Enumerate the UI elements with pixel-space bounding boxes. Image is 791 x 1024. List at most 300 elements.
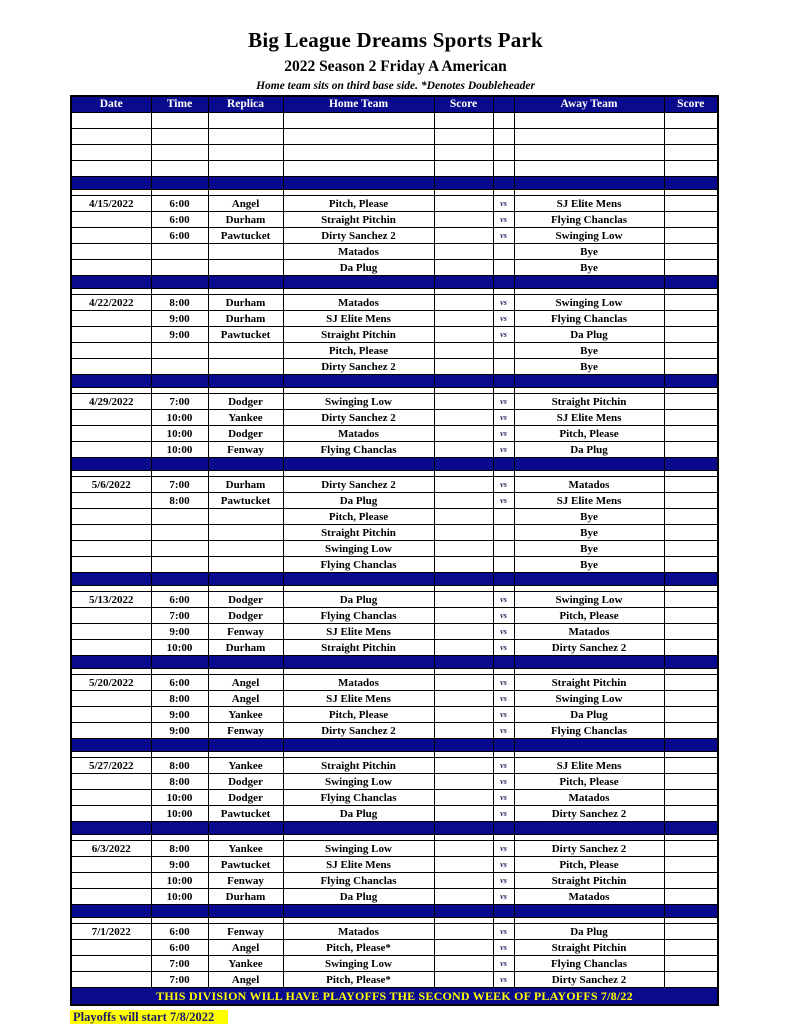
replica-cell: Yankee	[208, 410, 283, 426]
time-cell	[151, 113, 208, 129]
score-cell	[664, 889, 718, 905]
score-cell	[664, 924, 718, 940]
playoffs-banner: THIS DIVISION WILL HAVE PLAYOFFS THE SECOND WEEK OF PLAYOFFS 7/8/22	[71, 988, 718, 1006]
score-cell	[664, 375, 718, 388]
home-team-cell: Dirty Sanchez 2	[283, 359, 434, 375]
score-cell	[434, 477, 493, 493]
replica-cell: Durham	[208, 295, 283, 311]
home-team-cell: SJ Elite Mens	[283, 311, 434, 327]
vs-cell	[493, 129, 514, 145]
home-team-cell: Matados	[283, 244, 434, 260]
date-cell: 5/20/2022	[71, 675, 151, 691]
date-cell	[71, 723, 151, 739]
score-cell	[434, 113, 493, 129]
date-cell	[71, 573, 151, 586]
score-cell	[434, 129, 493, 145]
separator-row	[71, 177, 718, 190]
time-cell: 10:00	[151, 873, 208, 889]
score-cell	[664, 774, 718, 790]
vs-cell	[493, 244, 514, 260]
date-cell	[71, 509, 151, 525]
away-team-cell: Pitch, Please	[514, 857, 664, 873]
vs-cell: vs	[493, 311, 514, 327]
vs-cell: vs	[493, 477, 514, 493]
score-cell	[664, 541, 718, 557]
away-team-cell: Dirty Sanchez 2	[514, 841, 664, 857]
score-cell	[434, 375, 493, 388]
date-cell	[71, 129, 151, 145]
time-cell	[151, 129, 208, 145]
away-team-cell: Flying Chanclas	[514, 212, 664, 228]
separator-row	[71, 656, 718, 669]
replica-cell: Durham	[208, 889, 283, 905]
column-header-replica: Replica	[208, 96, 283, 113]
score-cell	[434, 145, 493, 161]
game-row	[71, 394, 718, 410]
away-team-cell: SJ Elite Mens	[514, 758, 664, 774]
time-cell	[151, 375, 208, 388]
vs-cell: vs	[493, 707, 514, 723]
away-team-cell: Dirty Sanchez 2	[514, 640, 664, 656]
date-cell	[71, 311, 151, 327]
home-team-cell	[283, 113, 434, 129]
bye-row	[71, 359, 718, 375]
time-cell: 9:00	[151, 707, 208, 723]
replica-cell	[208, 458, 283, 471]
score-cell	[664, 343, 718, 359]
score-cell	[664, 758, 718, 774]
vs-cell: vs	[493, 410, 514, 426]
replica-cell: Yankee	[208, 707, 283, 723]
time-cell	[151, 509, 208, 525]
home-team-cell: Matados	[283, 426, 434, 442]
score-cell	[434, 260, 493, 276]
replica-cell: Dodger	[208, 426, 283, 442]
vs-cell	[493, 113, 514, 129]
score-cell	[664, 940, 718, 956]
away-team-cell: Bye	[514, 541, 664, 557]
time-cell	[151, 656, 208, 669]
vs-cell: vs	[493, 691, 514, 707]
replica-cell: Pawtucket	[208, 327, 283, 343]
replica-cell	[208, 656, 283, 669]
score-cell	[434, 707, 493, 723]
time-cell: 9:00	[151, 311, 208, 327]
away-team-cell: Pitch, Please	[514, 426, 664, 442]
vs-cell: vs	[493, 426, 514, 442]
replica-cell	[208, 244, 283, 260]
home-team-cell: Pitch, Please*	[283, 972, 434, 988]
game-row	[71, 723, 718, 739]
home-team-cell	[283, 822, 434, 835]
time-cell: 8:00	[151, 774, 208, 790]
home-team-note: Home team sits on third base side. *Denotes Doubleheader	[256, 80, 535, 92]
separator-row	[71, 458, 718, 471]
replica-cell	[208, 739, 283, 752]
score-cell	[664, 493, 718, 509]
away-team-cell: Straight Pitchin	[514, 675, 664, 691]
vs-cell	[493, 573, 514, 586]
date-cell	[71, 228, 151, 244]
date-cell	[71, 343, 151, 359]
away-team-cell: SJ Elite Mens	[514, 493, 664, 509]
time-cell: 10:00	[151, 442, 208, 458]
vs-cell: vs	[493, 675, 514, 691]
home-team-cell: Da Plug	[283, 493, 434, 509]
date-cell	[71, 889, 151, 905]
replica-cell: Durham	[208, 311, 283, 327]
separator-row	[71, 375, 718, 388]
bye-row	[71, 343, 718, 359]
date-cell	[71, 145, 151, 161]
game-row	[71, 841, 718, 857]
vs-cell	[493, 905, 514, 918]
home-team-cell: Flying Chanclas	[283, 873, 434, 889]
date-cell: 6/3/2022	[71, 841, 151, 857]
time-cell: 7:00	[151, 608, 208, 624]
vs-cell: vs	[493, 196, 514, 212]
vs-cell: vs	[493, 841, 514, 857]
vs-cell	[493, 557, 514, 573]
time-cell: 7:00	[151, 956, 208, 972]
score-cell	[434, 889, 493, 905]
time-cell	[151, 458, 208, 471]
score-cell	[434, 410, 493, 426]
home-team-cell	[283, 145, 434, 161]
vs-cell: vs	[493, 394, 514, 410]
date-cell: 7/1/2022	[71, 924, 151, 940]
replica-cell	[208, 177, 283, 190]
score-cell	[664, 426, 718, 442]
score-cell	[664, 212, 718, 228]
home-team-cell	[283, 161, 434, 177]
time-cell: 9:00	[151, 723, 208, 739]
game-row	[71, 956, 718, 972]
replica-cell	[208, 129, 283, 145]
away-team-cell	[514, 145, 664, 161]
separator-row	[71, 905, 718, 918]
home-team-cell	[283, 276, 434, 289]
replica-cell: Dodger	[208, 394, 283, 410]
home-team-cell: Da Plug	[283, 260, 434, 276]
score-cell	[434, 276, 493, 289]
score-cell	[664, 873, 718, 889]
replica-cell: Fenway	[208, 624, 283, 640]
home-team-cell: Da Plug	[283, 889, 434, 905]
separator-row	[71, 276, 718, 289]
replica-cell	[208, 145, 283, 161]
time-cell: 9:00	[151, 624, 208, 640]
time-cell	[151, 905, 208, 918]
home-team-cell	[283, 375, 434, 388]
score-cell	[434, 924, 493, 940]
time-cell: 6:00	[151, 212, 208, 228]
vs-cell: vs	[493, 723, 514, 739]
date-cell: 4/15/2022	[71, 196, 151, 212]
date-cell: 5/6/2022	[71, 477, 151, 493]
replica-cell: Angel	[208, 675, 283, 691]
bye-row	[71, 525, 718, 541]
column-header-home-team: Home Team	[283, 96, 434, 113]
away-team-cell: Matados	[514, 624, 664, 640]
score-cell	[664, 161, 718, 177]
column-header-date: Date	[71, 96, 151, 113]
score-cell	[434, 177, 493, 190]
vs-cell	[493, 375, 514, 388]
score-cell	[664, 905, 718, 918]
game-row	[71, 806, 718, 822]
separator-row	[71, 739, 718, 752]
score-cell	[664, 857, 718, 873]
vs-cell	[493, 656, 514, 669]
score-cell	[664, 477, 718, 493]
date-cell	[71, 426, 151, 442]
time-cell: 6:00	[151, 924, 208, 940]
vs-cell: vs	[493, 774, 514, 790]
replica-cell: Pawtucket	[208, 806, 283, 822]
game-row	[71, 426, 718, 442]
score-cell	[434, 806, 493, 822]
time-cell: 10:00	[151, 790, 208, 806]
vs-cell	[493, 739, 514, 752]
date-cell	[71, 857, 151, 873]
away-team-cell: Bye	[514, 525, 664, 541]
date-cell	[71, 691, 151, 707]
time-cell: 8:00	[151, 295, 208, 311]
home-team-cell: Pitch, Please	[283, 509, 434, 525]
date-cell	[71, 790, 151, 806]
time-cell: 6:00	[151, 228, 208, 244]
game-row	[71, 924, 718, 940]
away-team-cell	[514, 905, 664, 918]
score-cell	[434, 758, 493, 774]
score-cell	[434, 675, 493, 691]
score-cell	[434, 691, 493, 707]
score-cell	[434, 359, 493, 375]
away-team-cell: SJ Elite Mens	[514, 410, 664, 426]
home-team-cell	[283, 177, 434, 190]
column-header-away-team: Away Team	[514, 96, 664, 113]
score-cell	[434, 541, 493, 557]
time-cell: 9:00	[151, 327, 208, 343]
date-cell	[71, 822, 151, 835]
home-team-cell: Straight Pitchin	[283, 327, 434, 343]
column-header-vs	[493, 96, 514, 113]
vs-cell: vs	[493, 924, 514, 940]
date-cell	[71, 375, 151, 388]
replica-cell: Fenway	[208, 873, 283, 889]
date-cell: 5/27/2022	[71, 758, 151, 774]
score-cell	[664, 442, 718, 458]
away-team-cell: Straight Pitchin	[514, 394, 664, 410]
game-row	[71, 493, 718, 509]
home-team-cell: Pitch, Please	[283, 343, 434, 359]
vs-cell	[493, 509, 514, 525]
away-team-cell: Bye	[514, 509, 664, 525]
vs-cell: vs	[493, 295, 514, 311]
vs-cell	[493, 177, 514, 190]
away-team-cell: Matados	[514, 790, 664, 806]
vs-cell	[493, 541, 514, 557]
vs-cell: vs	[493, 624, 514, 640]
vs-cell: vs	[493, 592, 514, 608]
away-team-cell: Bye	[514, 557, 664, 573]
score-cell	[434, 972, 493, 988]
date-cell	[71, 608, 151, 624]
game-row	[71, 707, 718, 723]
home-team-cell: Flying Chanclas	[283, 790, 434, 806]
date-cell	[71, 161, 151, 177]
playoffs-note: Playoffs will start 7/8/2022	[70, 1010, 228, 1024]
replica-cell: Durham	[208, 212, 283, 228]
replica-cell	[208, 822, 283, 835]
game-row	[71, 873, 718, 889]
score-cell	[664, 806, 718, 822]
replica-cell	[208, 276, 283, 289]
time-cell: 6:00	[151, 196, 208, 212]
away-team-cell: Swinging Low	[514, 691, 664, 707]
away-team-cell: Bye	[514, 359, 664, 375]
score-cell	[434, 196, 493, 212]
time-cell: 8:00	[151, 841, 208, 857]
vs-cell: vs	[493, 493, 514, 509]
score-cell	[664, 359, 718, 375]
vs-cell: vs	[493, 608, 514, 624]
away-team-cell	[514, 177, 664, 190]
bye-row	[71, 557, 718, 573]
replica-cell	[208, 343, 283, 359]
date-cell: 5/13/2022	[71, 592, 151, 608]
replica-cell: Fenway	[208, 924, 283, 940]
away-team-cell	[514, 375, 664, 388]
vs-cell: vs	[493, 806, 514, 822]
time-cell: 10:00	[151, 889, 208, 905]
score-cell	[434, 311, 493, 327]
time-cell	[151, 525, 208, 541]
score-cell	[434, 592, 493, 608]
game-row	[71, 477, 718, 493]
time-cell	[151, 276, 208, 289]
score-cell	[434, 956, 493, 972]
score-cell	[434, 525, 493, 541]
score-cell	[664, 723, 718, 739]
away-team-cell: Da Plug	[514, 924, 664, 940]
score-cell	[664, 145, 718, 161]
score-cell	[664, 295, 718, 311]
score-cell	[664, 822, 718, 835]
away-team-cell: Bye	[514, 260, 664, 276]
time-cell: 10:00	[151, 410, 208, 426]
score-cell	[434, 394, 493, 410]
game-row	[71, 640, 718, 656]
replica-cell	[208, 905, 283, 918]
time-cell: 10:00	[151, 806, 208, 822]
column-header-time: Time	[151, 96, 208, 113]
date-cell	[71, 493, 151, 509]
score-cell	[664, 691, 718, 707]
score-cell	[664, 410, 718, 426]
score-cell	[434, 822, 493, 835]
score-cell	[434, 739, 493, 752]
separator-row	[71, 822, 718, 835]
score-cell	[664, 113, 718, 129]
game-row	[71, 608, 718, 624]
score-cell	[664, 608, 718, 624]
game-row	[71, 410, 718, 426]
date-cell	[71, 557, 151, 573]
score-cell	[434, 244, 493, 260]
score-cell	[664, 311, 718, 327]
empty-row	[71, 161, 718, 177]
game-row	[71, 311, 718, 327]
time-cell	[151, 260, 208, 276]
score-cell	[434, 161, 493, 177]
home-team-cell: Matados	[283, 295, 434, 311]
date-cell	[71, 640, 151, 656]
vs-cell: vs	[493, 640, 514, 656]
time-cell	[151, 177, 208, 190]
home-team-cell: Pitch, Please*	[283, 940, 434, 956]
game-row	[71, 972, 718, 988]
score-cell	[664, 592, 718, 608]
date-cell	[71, 940, 151, 956]
time-cell: 7:00	[151, 972, 208, 988]
away-team-cell: Bye	[514, 244, 664, 260]
score-cell	[664, 177, 718, 190]
score-cell	[664, 458, 718, 471]
away-team-cell: Da Plug	[514, 707, 664, 723]
replica-cell: Pawtucket	[208, 228, 283, 244]
away-team-cell: Swinging Low	[514, 295, 664, 311]
game-row	[71, 327, 718, 343]
score-cell	[664, 509, 718, 525]
score-cell	[434, 608, 493, 624]
game-row	[71, 624, 718, 640]
game-row	[71, 691, 718, 707]
score-cell	[664, 260, 718, 276]
date-cell	[71, 656, 151, 669]
date-cell	[71, 956, 151, 972]
time-cell: 8:00	[151, 493, 208, 509]
game-row	[71, 758, 718, 774]
replica-cell: Pawtucket	[208, 493, 283, 509]
away-team-cell	[514, 822, 664, 835]
date-cell	[71, 410, 151, 426]
replica-cell	[208, 375, 283, 388]
home-team-cell: Straight Pitchin	[283, 640, 434, 656]
vs-cell: vs	[493, 889, 514, 905]
bye-row	[71, 260, 718, 276]
time-cell	[151, 359, 208, 375]
score-cell	[664, 956, 718, 972]
date-cell: 4/29/2022	[71, 394, 151, 410]
replica-cell: Fenway	[208, 723, 283, 739]
home-team-cell	[283, 656, 434, 669]
vs-cell	[493, 458, 514, 471]
score-cell	[434, 295, 493, 311]
score-cell	[664, 244, 718, 260]
vs-cell: vs	[493, 972, 514, 988]
away-team-cell	[514, 113, 664, 129]
replica-cell	[208, 525, 283, 541]
home-team-cell: Dirty Sanchez 2	[283, 477, 434, 493]
bye-row	[71, 244, 718, 260]
home-team-cell: Straight Pitchin	[283, 525, 434, 541]
date-cell	[71, 541, 151, 557]
replica-cell: Angel	[208, 940, 283, 956]
replica-cell	[208, 113, 283, 129]
score-cell	[664, 525, 718, 541]
